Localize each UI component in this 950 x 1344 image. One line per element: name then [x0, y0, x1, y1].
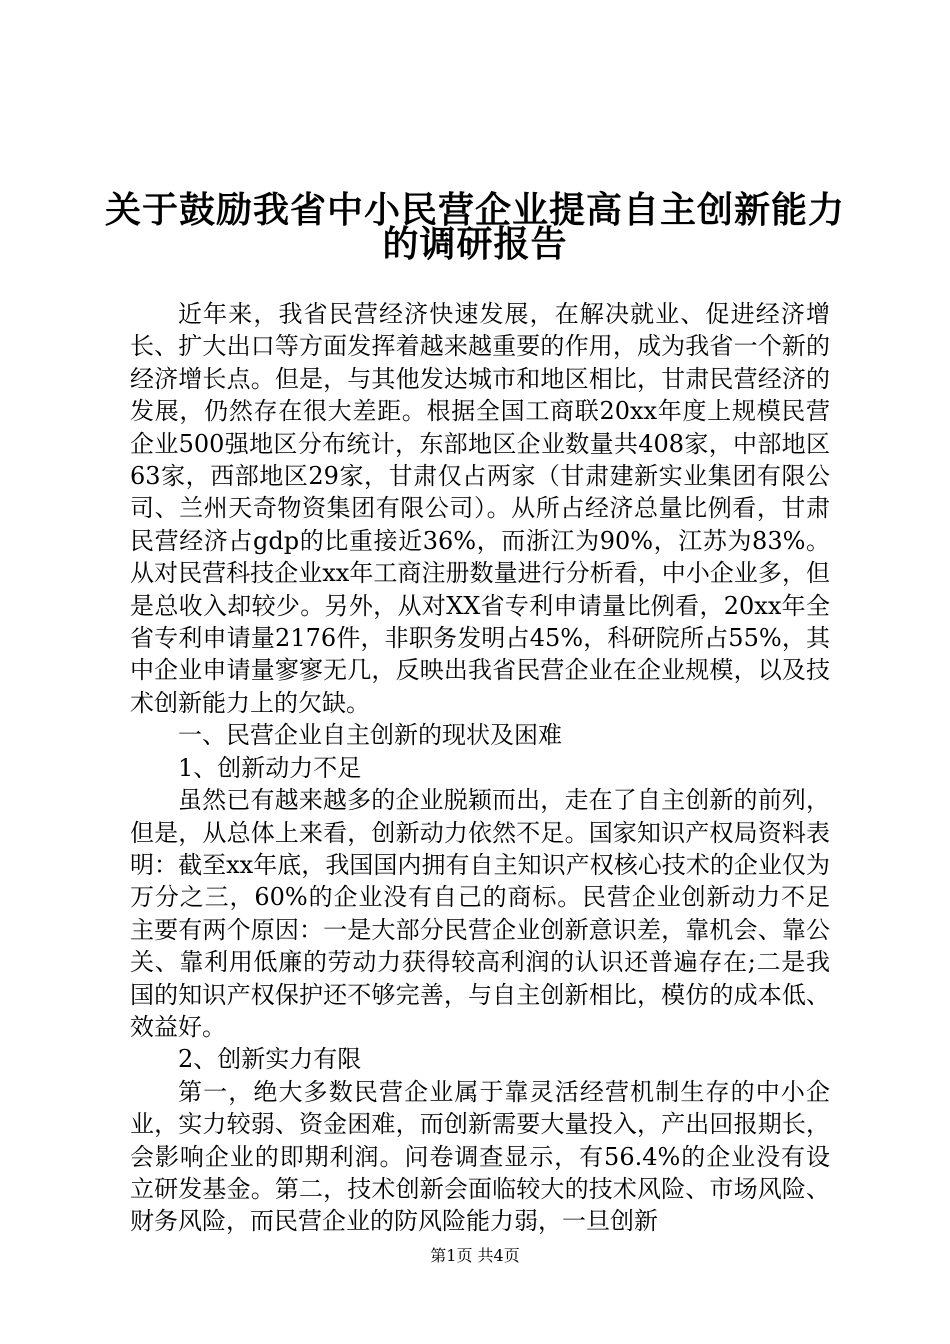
document-title-line-1: 关于鼓励我省中小民营企业提高自主创新能力 — [104, 189, 845, 231]
section-heading-1: 一、民营企业自主创新的现状及困难 — [178, 721, 562, 750]
paragraph-innovation-motivation: 虽然已有越来越多的企业脱颖而出，走在了自主创新的前列，但是，从总体上来看，创新动力依然不足。国家知识产权局资料表明：截至xx年底，我国国内拥有自主知识产权核心技术的企业仅为万分之三，60%的企业没有自己的商标。民营企业创新动力不足主要有两个原因：一是大部分民营企业创新意识差，靠机会、靠公关、靠利用低廉的劳动力获得较高利润的认识还普遍存在;二是我国的知识产权保护还不够完善，与自主创新相比，模仿的成本低、效益好。 — [130, 786, 830, 1041]
paragraph-innovation-capacity: 第一，绝大多数民营企业属于靠灵活经营机制生存的中小企业，实力较弱、资金困难，而创新需要大量投入，产出回报期长，会影响企业的即期利润。问卷调查显示，有56.4%的企业没有设立研发基金。第二，技术创新会面临较大的技术风险、市场风险、财务风险，而民营企业的防风险能力弱，一旦创新 — [130, 1077, 830, 1236]
page-footer: 第1页 共4页 — [430, 1246, 520, 1265]
subsection-heading-2: 2、创新实力有限 — [178, 1045, 362, 1074]
subsection-heading-1: 1、创新动力不足 — [178, 753, 362, 782]
document-title-line-2: 的调研报告 — [382, 223, 568, 265]
paragraph-intro: 近年来，我省民营经济快速发展，在解决就业、促进经济增长、扩大出口等方面发挥着越来越重要的作用，成为我省一个新的经济增长点。但是，与其他发达城市和地区相比，甘肃民营经济的发展，仍然存在很大差距。根据全国工商联20xx年度上规模民营企业500强地区分布统计，东部地区企业数量共408家，中部地区63家，西部地区29家，甘肃仅占两家（甘肃建新实业集团有限公司、兰州天奇物资集团有限公司）。从所占经济总量比例看，甘肃民营经济占gdp的比重接近36%，而浙江为90%，江苏为83%。从对民营科技企业xx年工商注册数量进行分析看，中小企业多，但是总收入却较少。另外，从对XX省专利申请量比例看，20xx年全省专利申请量2176件，非职务发明占45%，科研院所占55%，其中企业申请量寥寥无几，反映出我省民营企业在企业规模，以及技术创新能力上的欠缺。 — [130, 300, 830, 717]
document-body — [130, 298, 830, 1238]
